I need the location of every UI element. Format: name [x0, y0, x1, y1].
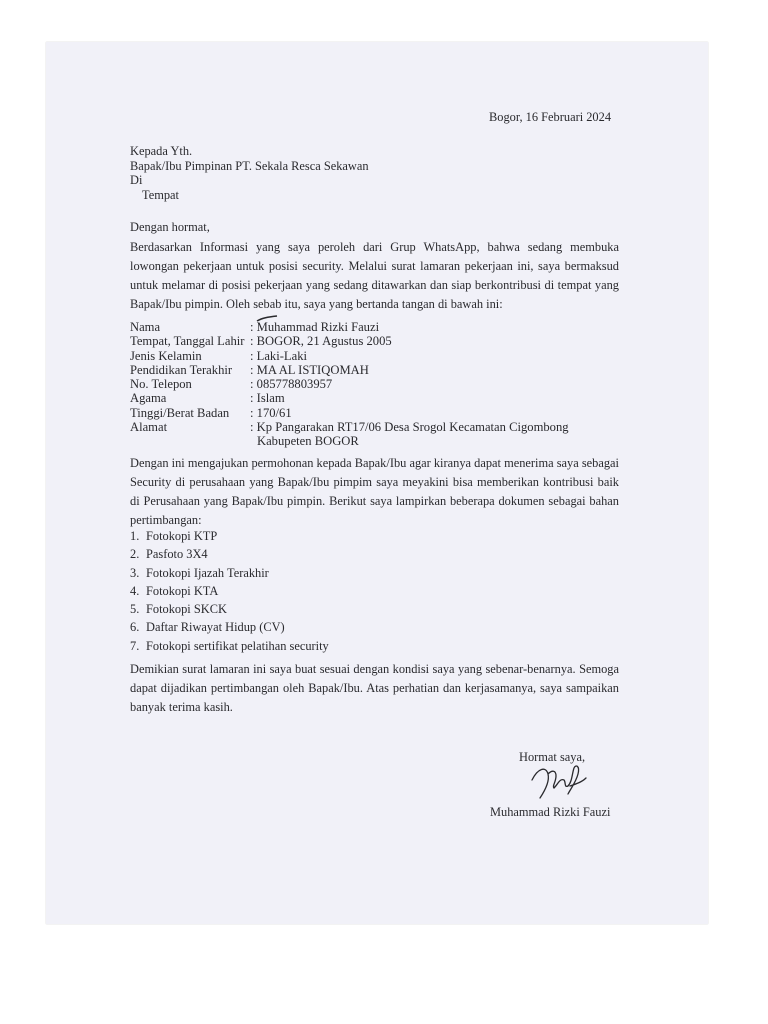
- identity-row-address: [130, 420, 569, 449]
- identity-label: Alamat: [130, 420, 168, 435]
- list-item: [130, 637, 329, 655]
- list-number: 6.: [130, 620, 140, 635]
- list-number: 2.: [130, 547, 140, 562]
- identity-value: : 085778803957: [250, 377, 333, 392]
- identity-value: : Laki-Laki: [250, 348, 307, 363]
- identity-row-phone: [130, 377, 569, 391]
- list-text: Pasfoto 3X4: [146, 547, 208, 562]
- list-number: 3.: [130, 565, 140, 580]
- list-number: 7.: [130, 638, 140, 653]
- closing-paragraph: Demikian surat lamaran ini saya buat sesuai dengan kondisi saya yang sebenar-benarnya. Semoga dapat dijadikan pertimbangan oleh Bapak/Ibu. Atas perhatian dan kerjasamanya, saya sampaikan banyak terima kasih.: [130, 662, 619, 714]
- attachment-list: [130, 527, 329, 655]
- list-text: Fotokopi KTP: [146, 529, 218, 543]
- identity-value: : 170/61: [250, 405, 292, 420]
- list-item: [130, 582, 329, 600]
- list-item: [130, 600, 329, 618]
- list-text: Fotokopi SKCK: [146, 602, 227, 617]
- address-line-1: : Kp Pangarakan RT17/06 Desa Srogol Kecamatan Cigombong: [250, 420, 569, 435]
- closing-greeting: Hormat saya,: [519, 750, 586, 764]
- letter-date: Bogor, 16 Februari 2024: [489, 110, 612, 124]
- identity-label: No. Telepon: [130, 377, 192, 392]
- list-text: Fotokopi sertifikat pelatihan security: [146, 638, 329, 653]
- letter-page: [46, 42, 708, 924]
- identity-label: Pendidikan Terakhir: [130, 362, 233, 377]
- identity-label: Nama: [130, 320, 161, 334]
- identity-label: Jenis Kelamin: [130, 348, 202, 363]
- list-item: [130, 564, 329, 582]
- list-text: Fotokopi Ijazah Terakhir: [146, 565, 269, 580]
- salutation: Dengan hormat,: [130, 220, 210, 234]
- opening-paragraph: Berdasarkan Informasi yang saya peroleh dari Grup WhatsApp, bahwa sedang membuka lowongan pekerjaan untuk posisi security. Melalui surat lamaran pekerjaan ini, saya bermaksud untuk melamar di posisi pekerjaan yang sedang ditawarkan dan siap berkontribusi di tempat yang Bapak/Ibu pimpin. Oleh sebab itu, saya yang bertanda tangan di bawah ini:: [130, 240, 619, 311]
- identity-value: : MA AL ISTIQOMAH: [250, 362, 369, 377]
- identity-table: [130, 320, 569, 449]
- identity-row-ttl: [130, 334, 569, 348]
- identity-value: [250, 420, 569, 449]
- list-number: 1.: [130, 529, 140, 543]
- recipient-di: Di: [130, 173, 143, 187]
- list-number: 4.: [130, 583, 140, 598]
- list-number: 5.: [130, 602, 140, 617]
- identity-row-nama: [130, 320, 569, 334]
- identity-label: Tempat, Tanggal Lahir: [130, 334, 245, 349]
- list-item: [130, 618, 329, 636]
- signer-name: Muhammad Rizki Fauzi: [490, 805, 611, 819]
- identity-row-height-weight: [130, 406, 569, 420]
- identity-label: Agama: [130, 391, 167, 406]
- identity-value: : BOGOR, 21 Agustus 2005: [250, 334, 392, 349]
- list-item: [130, 545, 329, 563]
- recipient-place: Tempat: [142, 187, 179, 202]
- identity-label: Tinggi/Berat Badan: [130, 405, 230, 420]
- identity-row-gender: [130, 349, 569, 363]
- identity-row-education: [130, 363, 569, 377]
- address-line-2: Kabupeten BOGOR: [257, 434, 359, 449]
- application-paragraph: Dengan ini mengajukan permohonan kepada Bapak/Ibu agar kiranya dapat menerima saya sebagai Security di perusahaan yang Bapak/Ibu pimpim saya meyakini bisa memberikan kontribusi baik di Perusahaan yang Bapak/Ibu pimpin. Berikut saya lampirkan beberapa dokumen sebagai bahan pertimbangan:: [130, 456, 619, 527]
- identity-value: : Muhammad Rizki Fauzi: [250, 320, 380, 334]
- identity-row-religion: [130, 391, 569, 405]
- recipient-name: Bapak/Ibu Pimpinan PT. Sekala Resca Sekawan: [130, 158, 369, 173]
- list-text: Daftar Riwayat Hidup (CV): [146, 620, 285, 635]
- list-item: [130, 527, 329, 545]
- recipient-greeting: Kepada Yth.: [130, 144, 193, 158]
- signature-image: [528, 760, 590, 802]
- identity-value: : Islam: [250, 391, 285, 406]
- list-text: Fotokopi KTA: [146, 583, 219, 598]
- recipient-block: [130, 144, 369, 202]
